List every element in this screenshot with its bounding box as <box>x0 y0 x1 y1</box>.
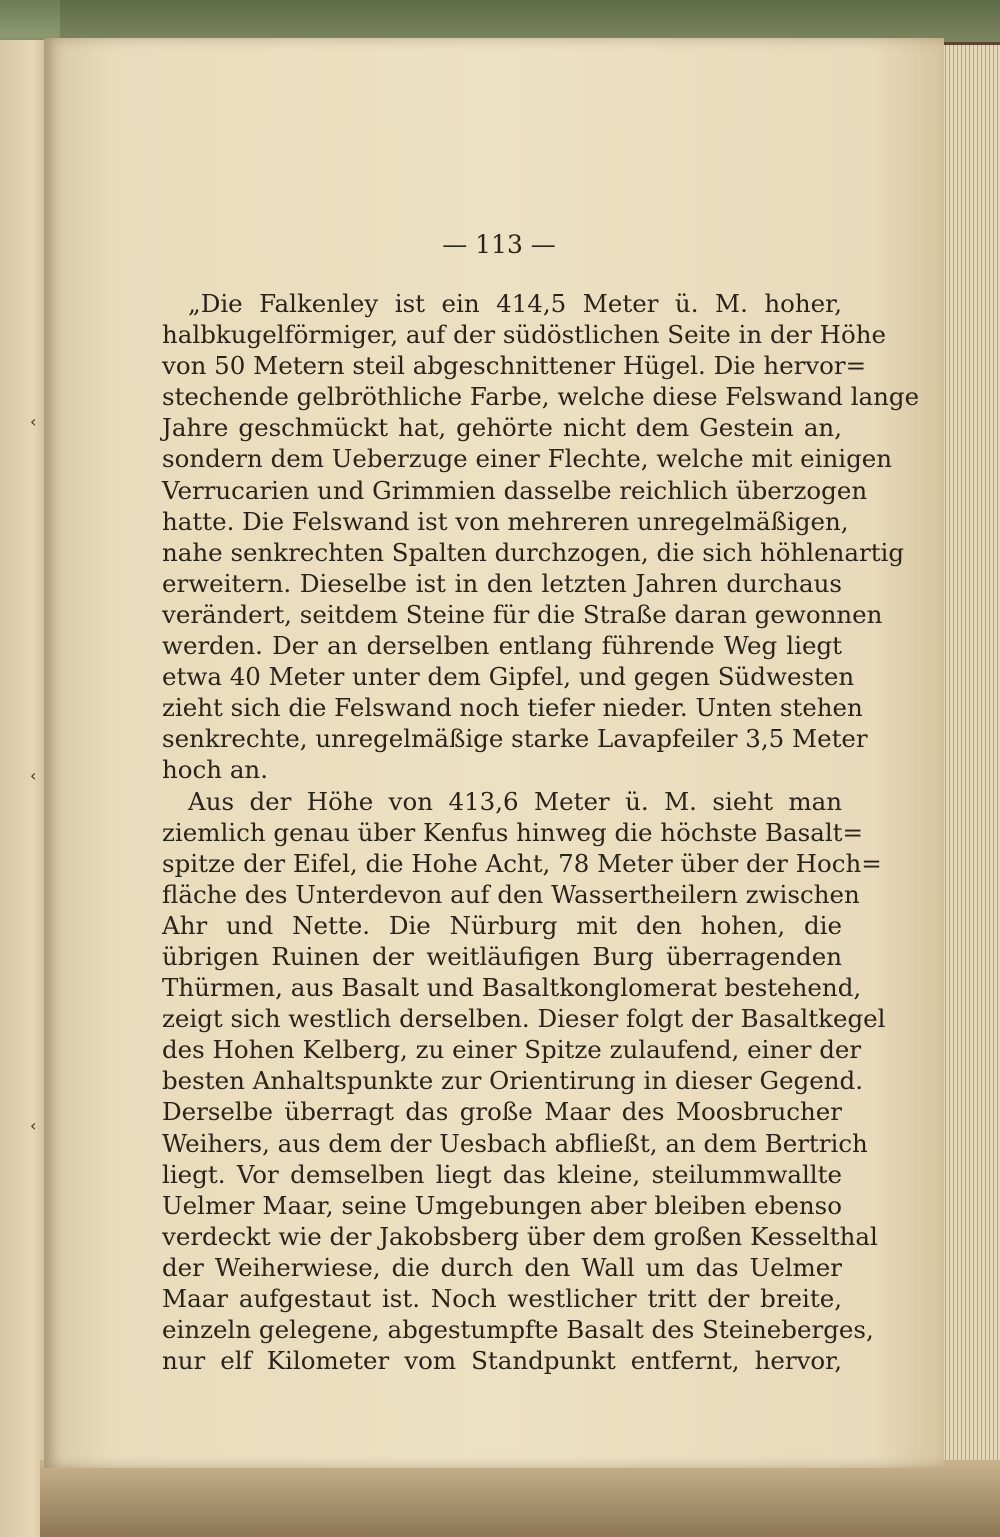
text-line: nur elf Kilometer vom Standpunkt entfernt, hervor, <box>162 1346 842 1376</box>
text-line: Weihers, aus dem der Uesbach abfließt, an dem Bertrich <box>162 1128 868 1158</box>
text-line: von 50 Metern steil abgeschnittener Hügel. Die hervor= <box>162 351 867 381</box>
text-line: besten Anhaltspunkte zur Orientirung in dieser Gegend. <box>162 1066 864 1096</box>
text-line: fläche des Unterdevon auf den Wassertheilern zwischen <box>162 879 860 909</box>
page-number: — 113 — <box>442 230 556 259</box>
margin-mark: ‹ <box>30 1116 37 1135</box>
text-line: spitze der Eifel, die Hohe Acht, 78 Meter über der Hoch= <box>162 848 882 878</box>
text-line: etwa 40 Meter unter dem Gipfel, und gegen Südwesten <box>162 662 855 692</box>
text-line: Thürmen, aus Basalt und Basaltkonglomerat bestehend, <box>162 973 862 1003</box>
text-line: nahe senkrechten Spalten durchzogen, die sich höhlenartig <box>162 537 905 567</box>
margin-mark: ‹ <box>30 766 37 785</box>
text-line: Uelmer Maar, seine Umgebungen aber bleiben ebenso <box>162 1190 842 1220</box>
text-line: erweitern. Dieselbe ist in den letzten Jahren durchaus <box>162 568 842 598</box>
book-bottom-edge <box>40 1460 1000 1537</box>
text-line: Maar aufgestaut ist. Noch westlicher tritt der breite, <box>162 1284 842 1313</box>
text-line: Derselbe überragt das große Maar des Moosbrucher <box>162 1097 842 1127</box>
left-page-edge <box>0 40 50 1537</box>
page-text <box>162 288 920 1376</box>
book-page <box>44 38 944 1468</box>
text-line: verändert, seitdem Steine für die Straße daran gewonnen <box>162 599 883 629</box>
text-line: werden. Der an derselben entlang führende Weg liegt <box>162 631 842 661</box>
text-line: zieht sich die Felswand noch tiefer nieder. Unten stehen <box>162 693 863 723</box>
text-line: sondern dem Ueberzuge einer Flechte, welche mit einigen <box>162 444 893 474</box>
text-line: liegt. Vor demselben liegt das kleine, steilummwallte <box>162 1159 842 1189</box>
text-line: senkrechte, unregelmäßige starke Lavapfeiler 3,5 Meter <box>162 724 868 754</box>
text-line: „Die Falkenley ist ein 414,5 Meter ü. M. hoher, <box>188 289 842 318</box>
text-line: Aus der Höhe von 413,6 Meter ü. M. sieht man <box>188 786 842 816</box>
text-line: der Weiherwiese, die durch den Wall um das Uelmer <box>162 1252 842 1282</box>
margin-mark: ‹ <box>30 412 37 431</box>
text-line: übrigen Ruinen der weitläufigen Burg überragenden <box>162 941 842 971</box>
text-line: zeigt sich westlich derselben. Dieser folgt der Basaltkegel <box>162 1004 886 1034</box>
text-line: Verrucarien und Grimmien dasselbe reichlich überzogen <box>162 475 868 505</box>
text-line: stechende gelbröthliche Farbe, welche diese Felswand lange <box>162 382 920 412</box>
text-line: Ahr und Nette. Die Nürburg mit den hohen, die <box>162 910 842 940</box>
text-line: halbkugelförmiger, auf der südöstlichen Seite in der Höhe <box>162 320 887 350</box>
text-line: ziemlich genau über Kenfus hinweg die höchste Basalt= <box>162 817 864 847</box>
book-cover-top <box>60 0 1000 42</box>
text-line: hatte. Die Felswand ist von mehreren unregelmäßigen, <box>162 506 849 536</box>
text-line: hoch an. <box>162 755 268 785</box>
text-line: verdeckt wie der Jakobsberg über dem großen Kesselthal <box>162 1221 878 1251</box>
text-line: des Hohen Kelberg, zu einer Spitze zulaufend, einer der <box>162 1035 862 1065</box>
text-line: einzeln gelegene, abgestumpfte Basalt des Steineberges, <box>162 1315 874 1345</box>
text-line: Jahre geschmückt hat, gehörte nicht dem Gestein an, <box>162 413 842 443</box>
